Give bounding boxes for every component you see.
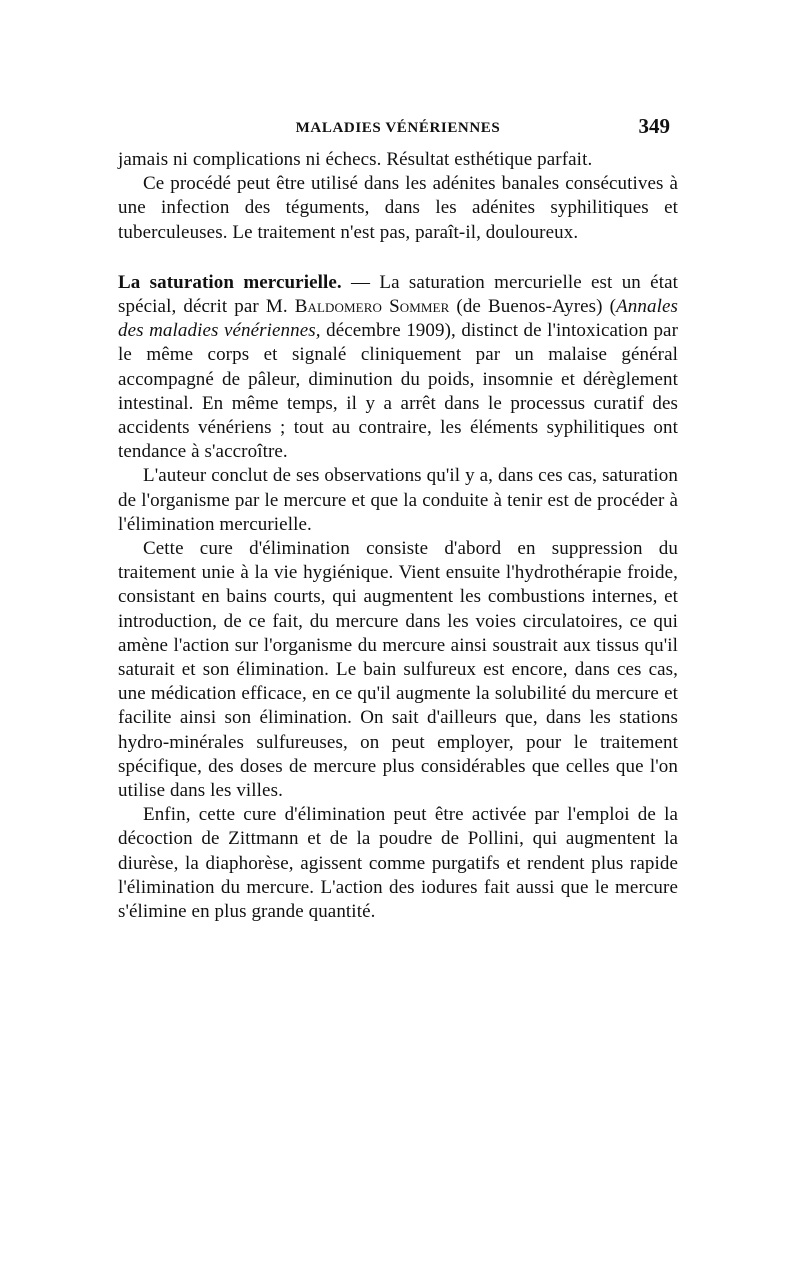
paragraph-elimination-cure: Cette cure d'élimination consiste d'abord en suppression du traitement unie à la vie hygiénique. Vient ensuite l'hydrothérapie froide, consistant en bains courts, qui augmentent les combustions internes, et introduction, de ce fait, du mercure dans les voies circulatoires, ce qui amène l'action sur l'organisme du mercure ainsi soustrait aux tissus qu'il saturait et son élimination. Le bain sulfureux est encore, dans ces cas, une médication efficace, en ce qu'il augmente la solubilité du mercure et facilite ainsi son élimination. On sait d'ailleurs que, dans les stations hydro-minérales sulfureuses, on peut employer, pour le traitement spécifique, des doses de mercure plus considérables que celles que l'on utilise dans les villes.: [118, 538, 678, 802]
paragraph-adenites: Ce procédé peut être utilisé dans les adénites banales consécutives à une infection des téguments, dans les adénites syphilitiques et tuberculeuses. Le traitement n'est pas, paraît-il, douloureux.: [118, 173, 678, 243]
section-heading: La saturation mercurielle.: [118, 271, 342, 293]
section-spacer: [118, 245, 678, 271]
page-number: 349: [638, 114, 670, 138]
author-given-name: Baldomero: [294, 296, 382, 318]
section-intro-text: — La saturation mercurielle est un état spécial, décrit par M.: [118, 271, 678, 318]
paragraph-continuation: jamais ni complications ni échecs. Résultat esthétique parfait.: [118, 149, 593, 170]
paragraph-author-conclusion: L'auteur conclut de ses observations qu'il y a, dans ces cas, saturation de l'organisme par le mercure et que la conduite à tenir est de procéder à l'élimination mercurielle.: [118, 465, 678, 535]
section-intro-text-3: décembre 1909), distinct de l'intoxication par le même corps et signalé cliniquement par un malaise général accompagné de pâleur, diminution du poids, insomnie et dérèglement intestinal. En même temps, il y a arrêt dans le processus curatif des accidents vénériens ; tout au contraire, les éléments syphilitiques ont tendance à s'accroître.: [118, 320, 678, 463]
running-head: [118, 112, 678, 142]
section-paragraph: [118, 271, 678, 465]
running-title: MALADIES VÉNÉRIENNES: [295, 120, 501, 136]
paragraph-activation: Enfin, cette cure d'élimination peut être activée par l'emploi de la décoction de Zittmann et de la poudre de Pollini, qui augmentent la diurèse, la diaphorèse, agissent comme purgatifs et rendent plus rapide l'élimination du mercure. L'action des iodures fait aussi que le mercure s'élimine en plus grande quantité.: [118, 804, 678, 923]
journal-title: Annales des maladies vénériennes,: [118, 296, 678, 342]
main-text: [118, 148, 678, 924]
section-intro-text-2: (de Buenos-Ayres) (: [449, 296, 617, 318]
author-family-name: Sommer: [389, 296, 450, 318]
